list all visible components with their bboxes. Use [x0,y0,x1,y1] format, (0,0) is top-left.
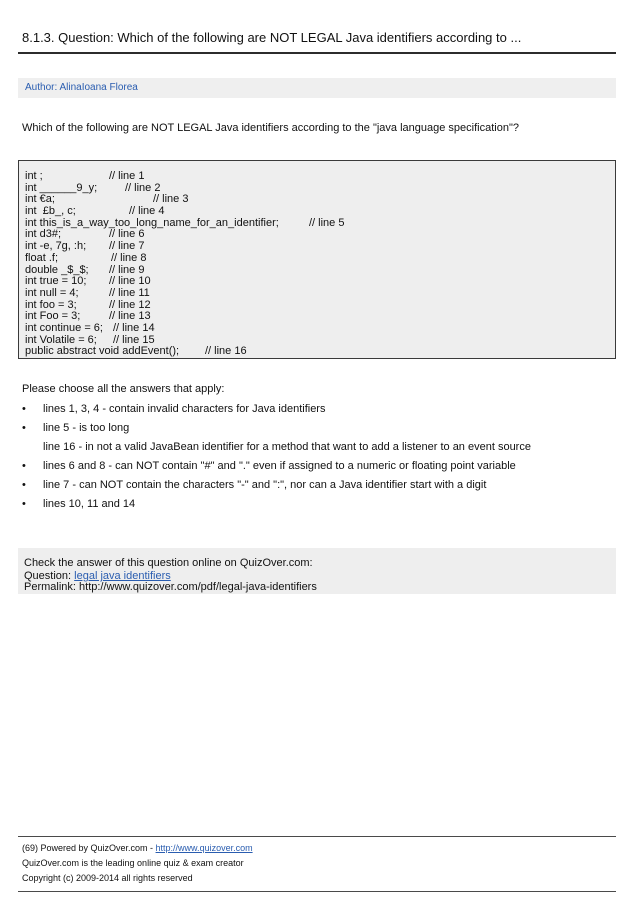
code-statement: public abstract void addEvent(); [25,345,180,358]
footer-site-link[interactable]: http://www.quizover.com [155,843,253,853]
bullet: • [22,403,26,415]
footer-copyright: Copyright (c) 2009-2014 all rights reserved [22,873,193,883]
code-line [25,323,344,335]
code-statement: double _$_$; [25,263,89,276]
code-statement: int €a; [25,193,55,206]
bullet: • [22,479,26,491]
permalink-text: Permalink: http://www.quizover.com/pdf/legal-java-identifiers [24,581,317,593]
author-label: Author: AlinaIoana Florea [25,82,138,93]
code-statement: int continue = 6; [25,321,103,334]
answer-text: line 5 - is too long [43,422,130,434]
code-comment: // line 11 [109,286,150,299]
code-line [25,218,344,230]
answers-prompt: Please choose all the answers that apply: [22,383,225,395]
code-comment: // line 4 [129,205,165,218]
code-lines [25,171,344,358]
code-statement: int null = 4; [25,286,79,299]
footer-powered-text: (69) Powered by QuizOver.com - [22,843,156,853]
code-statement: int Volatile = 6; [25,333,97,346]
code-comment: // line 14 [113,321,155,334]
answer-text: line 7 - can NOT contain the characters "-" and ":", nor can a Java identifier start with a digit [43,479,487,491]
code-statement: int true = 10; [25,275,87,288]
code-statement: int ______9_y; [25,181,98,194]
code-comment: // line 10 [109,275,151,288]
footer-tagline: QuizOver.com is the leading online quiz & exam creator [22,858,244,868]
code-statement: int ; [25,170,43,182]
code-statement: int £b_, c; [25,205,76,218]
code-statement: int d3#; [25,228,62,241]
title-divider [18,52,616,54]
footer-divider-top [18,836,616,837]
code-comment: // line 7 [109,240,145,253]
code-block [18,160,616,359]
check-answer-box [18,548,616,594]
bullet: • [22,422,26,434]
answer-text: lines 1, 3, 4 - contain invalid characters for Java identifiers [43,403,326,415]
answer-text: lines 6 and 8 - can NOT contain "#" and "." even if assigned to a numeric or floating point variable [43,460,516,472]
code-line [25,253,344,265]
code-comment: // line 16 [205,345,247,358]
code-comment: // line 5 [309,216,345,229]
footer-powered-line [22,843,253,853]
code-statement: int foo = 3; [25,298,77,311]
code-comment: // line 6 [109,228,145,241]
footer-divider-bottom [18,891,616,892]
page-title: 8.1.3. Question: Which of the following are NOT LEGAL Java identifiers according to ... [22,30,522,45]
code-comment: // line 1 [109,170,145,182]
bullet: • [22,498,26,510]
code-comment: // line 2 [125,181,161,194]
check-answer-text: Check the answer of this question online on QuizOver.com: [24,557,313,569]
code-line [25,241,344,253]
code-line [25,206,344,218]
code-comment: // line 9 [109,263,145,276]
code-comment: // line 8 [111,251,147,264]
question-link[interactable]: legal java identifiers [74,570,171,582]
code-line [25,288,344,300]
code-comment: // line 15 [113,333,155,346]
code-statement: int -e, 7g, :h; [25,240,87,253]
bullet: • [22,460,26,472]
code-comment: // line 13 [109,310,151,323]
code-line [25,346,344,358]
code-comment: // line 12 [109,298,151,311]
code-statement: float .f; [25,251,59,264]
answer-text: lines 10, 11 and 14 [43,498,136,510]
code-statement: int this_is_a_way_too_long_name_for_an_identifier; [25,216,279,229]
code-line [25,171,344,183]
code-comment: // line 3 [153,193,189,206]
answer-text-continuation: line 16 - in not a valid JavaBean identifier for a method that want to add a listener to an event source [43,441,531,453]
author-bar [18,78,616,98]
question-link-label: Question: [24,570,75,582]
code-statement: int Foo = 3; [25,310,81,323]
question-text: Which of the following are NOT LEGAL Java identifiers according to the "java language specification"? [22,122,519,134]
